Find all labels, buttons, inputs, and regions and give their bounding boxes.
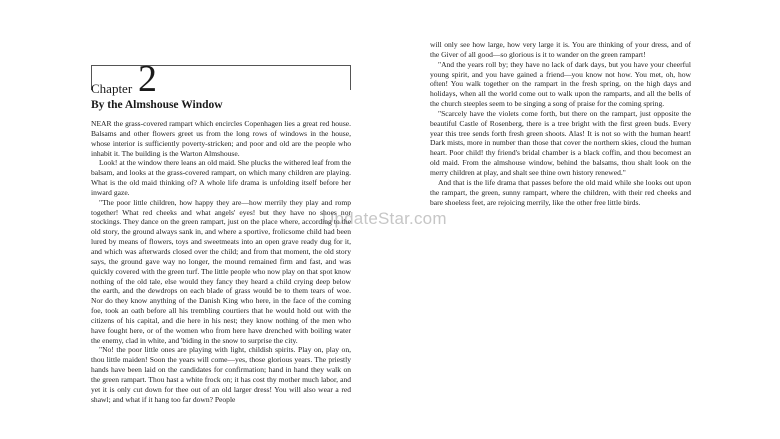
left-body-text (91, 119, 351, 404)
paragraph: Look! at the window there leans an old maid. She plucks the withered leaf from the balsam, and looks at the grass-covered rampart, on which many children are playing. What is the old maid thinking of? A whole life drama is unfolding itself before her inward gaze. (91, 158, 351, 197)
paragraph: "And the years roll by; they have no lack of dark days, but you have your cheerful young spirit, and you have gained a friend—you know not how. You met, oh, how often! You walk together on the rampart in the fresh spring, on the high days and holidays, when all the world come out to walk upon the ramparts, and all the bells of the church steeples seem to be singing a song of praise for the coming spring. (430, 59, 691, 109)
chapter-label: Chapter (91, 81, 133, 96)
right-body-text (430, 40, 691, 207)
paragraph: NEAR the grass-covered rampart which encircles Copenhagen lies a great red house. Balsams and other flowers greet us from the long rows of windows in the house, whose interior is sufficiently poverty-stricken; and poor and old are the people who inhabit it. The building is the Warton Almshouse. (91, 119, 351, 158)
paragraph: "The poor little children, how happy they are—how merrily they play and romp together! What red cheeks and what angels' eyes! but they have no shoes nor stockings. They dance on the green rampart, just on the place where, according to the old story, the ground always sank in, and where a sportive, frolicsome child had been lured by means of flowers, toys and sweetmeats into an open grave ready dug for it, and which was afterwards closed over the child; and from that moment, the old story says, the ground gave way no longer, the mound remained firm and fast, and was quickly covered with the green turf. The little people who now play on that spot know nothing of the old tale, else would they fancy they heard a child crying deep below the earth, and the dewdrops on each blade of grass would be to them tears of woe. Nor do they know anything of the Danish King who here, in the face of the coming foe, took an oath before all his trembling courtiers that he would hold out with the citizens of his capital, and die here in his nest; they know nothing of the men who have fought here, or of the women who from here have drenched with boiling water the enemy, clad in white, and 'biding in the snow to surprise the city. (91, 197, 351, 345)
paragraph: "Scarcely have the violets come forth, but there on the rampart, just opposite the beautiful Castle of Rosenberg, there is a tree bright with the first green buds. Every year this tree sends forth fresh green shoots. Alas! It is not so with the human heart! Dark mists, more in number than those that cover the northern skies, cloud the human heart. Poor child! thy friend's bridal chamber is a black coffin, and thou becomest an old maid. From the almshouse window, behind the balsams, thou shalt look on the merry children at play, and shalt see thine own history renewed." (430, 108, 691, 177)
watermark: UpdateStar.com (322, 209, 447, 228)
paragraph: "No! the poor little ones are playing with light, childish spirits. Play on, play on, thou little maiden! Soon the years will come—yes, those glorious years. The priestly hands have been laid on the candidates for confirmation; hand in hand they walk on the green rampart. Thou hast a white frock on; it has cost thy mother much labor, and yet it is only cut down for thee out of an old larger dress! You will also wear a red shawl; and what if it hang too far down? People (91, 345, 351, 404)
left-page (91, 0, 351, 439)
chapter-title: By the Almshouse Window (91, 99, 223, 111)
paragraph: And that is the life drama that passes before the old maid while she looks out upon the rampart, the green, sunny rampart, where the children, with their red cheeks and bare shoeless feet, are rejoicing merrily, like the other free little birds. (430, 177, 691, 207)
paragraph: will only see how large, how very large it is. You are thinking of your dress, and of the Giver of all good—so glorious is it to wander on the green rampart! (430, 40, 691, 59)
chapter-number: 2 (138, 58, 157, 100)
right-page (430, 0, 691, 439)
